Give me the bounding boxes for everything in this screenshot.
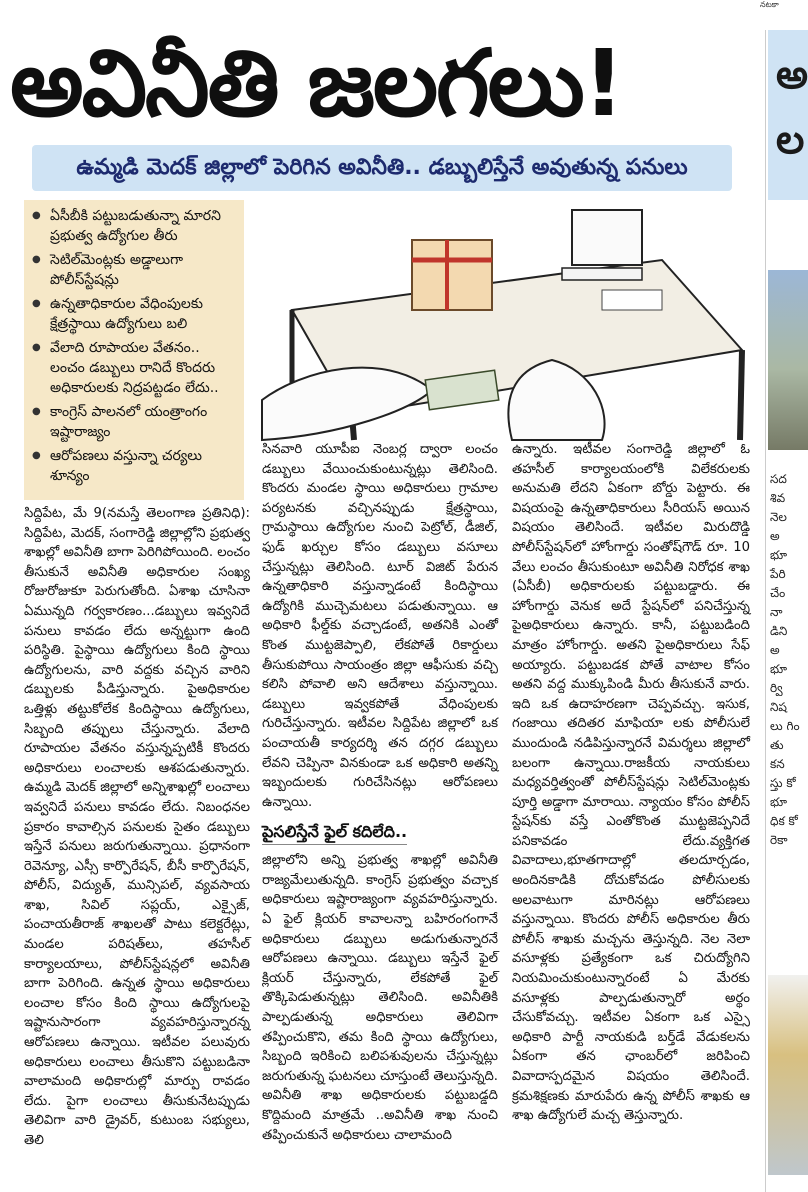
adjacent-headline-glyph: అ — [776, 52, 808, 98]
subheadline: ఉమ్మడి మెదక్ జిల్లాలో పెరిగిన అవినీతి.. డబ్బులిస్తేనే అవుతున్న పనులు — [76, 155, 688, 180]
adjacent-body-text: సద శివ నెల అ భూ పేరి చేం నా డిని అ భూ ర్వి నిష లు గిం తు కన స్తు కో భూ ధిక కో రెకా — [770, 472, 800, 847]
adjacent-photo — [768, 270, 808, 450]
body-text: సిద్దిపేట, మే 9(నమస్తే తెలంగాణ ప్రతినిధి): సిద్దిపేట, మెదక్, సంగారెడ్డి జిల్లాల్లోని ప్రభుత్వ శాఖల్లో అవినీతి బాగా పెరిగిపోయింది. లంచం తీసుకునే అవినీతి అధికారుల సంఖ్య రోజురోజుకూ పెరుగుతోంది. ఏశాఖ చూసినా ఏమున్నది గర్వకారణం...డబ్బులు ఇవ్వనిదే పనులు కావడం లేదు అన్నట్టుగా ఉంది పరిస్థితి. పైస్థాయి ఉద్యోగులు కింది స్థాయి ఉద్యోగులను, వారి వద్దకు వచ్చిన వారిని డబ్బులకు పీడిస్తున్నారు. పైఅధికారుల ఒత్తిళ్లు తట్టుకోలేక కిందిస్థాయి ఉద్యోగులు, సిబ్బంది తప్పులు చేస్తున్నారు. వేలాది రూపాయల వేతనం వస్తున్నప్పటికీ కొందరు అధికారులు లంచాలకు ఆశపడుతున్నారు. ఉమ్మడి మెదక్ జిల్లాలో అన్నిశాఖల్లో లంచాలు ఇవ్వనిదే పనులు కావడం లేదు. నిబంధనల ప్రకారం కావాల్సిన పనులకు సైతం డబ్బులు ఇస్తేనే పనులు జరుగుతున్నాయి. ప్రధానంగా రెవెన్యూ, ఎస్సీ కార్పొరేషన్, బీసీ కార్పొరేషన్, పోలీస్, విద్యుత్, మున్సిపల్, వ్యవసాయ శాఖ, సివిల్ సప్లయ్, ఎక్సైజ్, పంచాయతీరాజ్ శాఖలతో పాటు కలెక్టరేట్లు, మండల పరిషత్‌లు, తహసీల్ కార్యాలయాలు, పోలీస్‌స్టేషన్లలో అవినీతి బాగా పెరిగింది. ఉన్నత స్థాయి అధికారులు లంచాల కోసం కింది స్థాయి ఉద్యోగులపై ఇష్టానుసారంగా వ్యవహరిస్తున్నారన్న ఆరోపణలు ఉన్నాయి. ఇటీవల పలువురు అధికారులు లంచాలు తీసుకొని పట్టుబడినా వాలామంది అధికారుల్లో మార్పు రావడం లేదు. పైగా లంచాలు తీసుకునేటప్పుడు తెలివిగా వారి డ్రైవర్, కుటుంబ సభ్యులు, తెలి — [24, 506, 250, 1148]
paper-sheet — [602, 290, 662, 310]
body-text: జిల్లాలోని అన్ని ప్రభుత్వ శాఖల్లో అవినీతి రాజ్యమేలుతున్నది. కాంగ్రెస్ ప్రభుత్వం వచ్చాక అధికారులు ఇష్టారాజ్యంగా వ్యవహరిస్తున్నారు. ఏ ఫైల్ క్లియర్ కావాలన్నా బహిరంగంగానే అధికారులు డబ్బులు అడుగుతున్నారనే ఆరోపణలు ఉన్నాయి. డబ్బులు ఇస్తేనే ఫైల్ క్లియర్ చేస్తున్నారు, లేకపోతే ఫైల్ తొక్కిపెడుతున్నట్లు తెలిసింది. అవినీతికి పాల్పడుతున్న అధికారులు తెలివిగా తప్పించుకొని, తమ కింది స్థాయి ఉద్యోగులు, సిబ్బంది ఇరికించి బలిపశువులను చేస్తున్నట్లు జరుగుతున్న ఘటనలు చూస్తుంటే తెలుస్తున్నది. అవినీతి శాఖ అధికారులకు పట్టుబడ్డది కొద్దిమంది మాత్రమే ..అవినీతి శాఖ నుంచి తప్పించుకునే అధికారులు చాలామంది — [262, 853, 498, 1143]
highlights-box — [24, 200, 244, 500]
subheadline-banner — [32, 145, 732, 191]
hand-left — [262, 368, 432, 440]
body-text: సినవారి యూపీఐ నెంబర్ల ద్వారా లంచం డబ్బులు వేయించుకుంటున్నట్లు తెలిసింది. కొందరు మండల స్థాయి అధికారులు గ్రామాల పర్యటనకు వచ్చినప్పుడు క్షేత్రస్థాయి, గ్రామస్థాయి ఉద్యోగుల నుంచి పెట్రోల్, డీజిల్, ఫుడ్ ఖర్చుల కోసం డబ్బులు వసూలు చేస్తున్నట్లు తెలిసింది. టూర్ విజిట్ పేరున ఉన్నతాధికారి వస్తున్నాడంటే కిందిస్థాయి ఉద్యోగికి ముచ్చెమటలు పడుతున్నాయి. ఆ అధికారి ఫీల్డ్‌కు వచ్చాడంటే, అతనికి ఎంతో కొంత ముట్టజెప్పాలి, లేకపోతే రికార్డులు తీసుకుపోయి సాయంత్రం జిల్లా ఆఫీసుకు వచ్చి కలిసి పోవాలి అని ఆదేశాలు వస్తున్నాయి. డబ్బులు ఇవ్వకపోతే వేధింపులకు గురిచేస్తున్నారు. ఇటీవల సిద్దిపేట జిల్లాలో ఒక పంచాయతీ కార్యదర్శి తన దగ్గర డబ్బులు లేవని చెప్పినా వినకుండా ఒక అధికారి అతన్ని ఇబ్బందులకు గురిచేసినట్లు ఆరోపణలు ఉన్నాయి. — [262, 442, 498, 810]
file-stack — [412, 240, 492, 310]
table-leg — [740, 350, 742, 440]
bribe-illustration — [262, 200, 750, 440]
computer-monitor — [572, 210, 642, 265]
article-column-3 — [512, 440, 750, 1184]
adjacent-headline-glyph: ల — [776, 117, 805, 163]
highlight-item: ● ఉన్నతాధికారుల వేధింపులకు క్షేత్రస్థాయి ఉద్యోగులు బలి — [32, 294, 238, 334]
adjacent-article-edge — [765, 30, 808, 1192]
adjacent-photo — [768, 975, 808, 1175]
highlight-item: ● ఏసీబీకి పట్టుబడుతున్నా మారని ప్రభుత్వ ఉద్యోగుల తీరు — [32, 206, 238, 246]
headline: అవినీతి జలగలు! — [10, 30, 623, 137]
body-text: ఉన్నారు. ఇటీవల సంగారెడ్డి జిల్లాలో ఓ తహసీల్ కార్యాలయంలోకి విలేకరులకు అనుమతి లేదని ఏకంగా బోర్డు పెట్టారు. ఈ విషయంపై ఉన్నతాధికారులు సీరియస్ అయిన విషయం తెలిసిందే. ఇటీవల మిరుదొడ్డి పోలీస్‌స్టేషన్‌లో హోంగార్డు సంతోష్‌గౌడ్ రూ. 10 వేలు లంచం తీసుకుంటూ అవినీతి నిరోధక శాఖ (ఏసీబీ) అధికారులకు పట్టుబడ్డారు. ఈ హోంగార్డు వెనుక అదే స్టేషన్‌లో పనిచేస్తున్న పైఅధికారులు ఉన్నారు. కానీ, పట్టుబడింది మాత్రం హోంగార్డు. అతని పైఅధికారులు సేఫ్ అయ్యారు. పట్టుబడక పోతే వాటాల కోసం అతని వద్ద ముక్కుపిండి మీరు తీసుకునే వారు. ఇది ఒక ఉదాహరణగా చెప్పవచ్చు. ఇసుక, గంజాయి తదితర మాఫియా లకు పోలీసులే ముందుండి నడిపిస్తున్నారనే విమర్శలు జిల్లాలో బలంగా ఉన్నాయి.రాజకీయ నాయకులు మధ్యవర్తిత్వంతో పోలీస్‌స్టేషన్లు సెటిల్‌మెంట్లకు పూర్తి అడ్డాగా మారాయి. న్యాయం కోసం పోలీస్ స్టేషన్‌కు వస్తే ఎంతోకొంత ముట్టజెప్పనిదే పనికావడం లేదు.వ్యక్తిగత వివాదాలు,భూతగాదాల్లో తలదూర్చడం, అందినకాడికి దోచుకోవడం పోలీసులకు అలవాటుగా మారినట్లు ఆరోపణలు వస్తున్నాయి. కొందరు పోలీస్ అధికారుల తీరు పోలీస్ శాఖకు మచ్చను తెస్తున్నది. నెల నెలా వసూళ్లకు ప్రత్యేకంగా ఒక చిరుద్యోగిని నియమించుకుంటున్నారంటే ఏ మేరకు వసూళ్లకు పాల్పడుతున్నారో అర్థం చేసుకోవచ్చు. ఇటీవల ఏకంగా ఒక ఎస్సై అధికారి పార్టీ నాయకుడి బర్త్‌డే వేడుకలను ఏకంగా తన ఛాంబర్‌లో జరిపించి వివాదాస్పదమైన విషయం తెలిసిందే. క్రమశిక్షణకు మారుపేరు ఉన్న పోలీస్ శాఖకు ఆ శాఖ ఉద్యోగులే మచ్చ తెస్తున్నారు. — [512, 442, 750, 1124]
highlight-item: ● వేలాది రూపాయల వేతనం.. లంచం డబ్బులు రానిదే కొందరు అధికారులకు నిద్రపట్టడం లేదు.. — [32, 338, 238, 398]
article-column-2 — [262, 440, 498, 1184]
highlight-item: ● ఆరోపణలు వస్తున్నా చర్యలు శూన్యం — [32, 446, 238, 486]
highlight-item: ● సెటిల్‌మెంట్లకు అడ్డాలుగా పోలీస్‌స్టేషన్లు — [32, 250, 238, 290]
computer-keyboard — [562, 268, 642, 280]
top-strip-text: నటకా — [760, 0, 779, 9]
section-subtitle: పైసలిస్తేనే ఫైల్ కదిలేది.. — [262, 820, 407, 845]
article-column-1 — [24, 504, 250, 1184]
adjacent-headline-box — [768, 30, 808, 200]
highlight-item: ● కాంగ్రెస్ పాలనలో యంత్రాంగం ఇష్టారాజ్యం — [32, 402, 238, 442]
